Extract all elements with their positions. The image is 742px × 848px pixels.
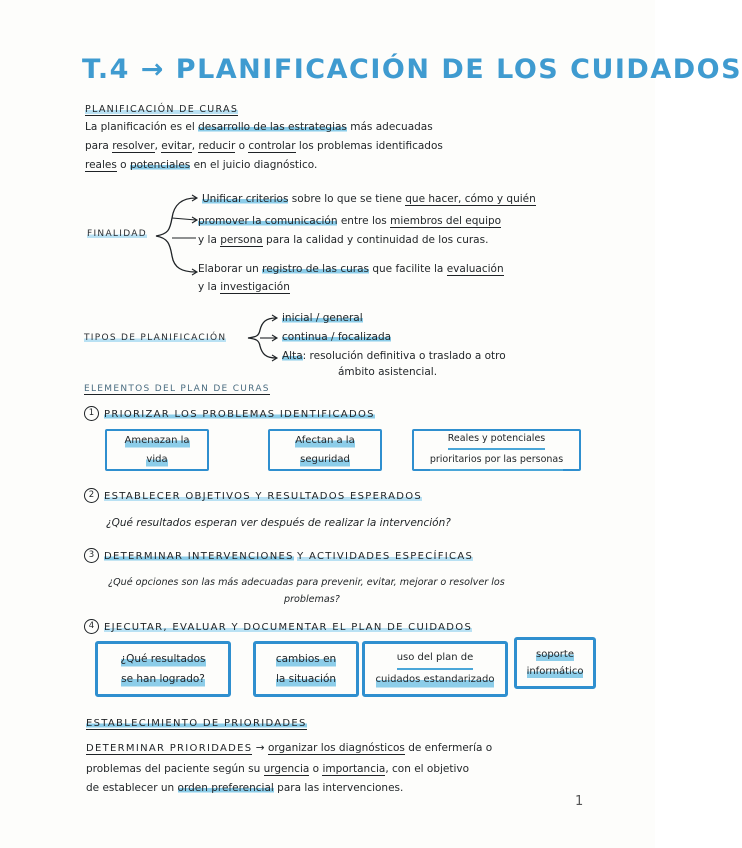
highlight-registro: registro de las curas	[262, 263, 369, 275]
box-line: soporte	[536, 646, 574, 663]
text-fragment: problemas del paciente según su	[86, 763, 261, 775]
number-circle: 3	[84, 548, 99, 563]
page-title: T.4 → PLANIFICACIÓN DE LOS CUIDADOS	[82, 54, 742, 85]
paragraph-line-2: para resolver, evitar, reducir o controlar los problemas identificados	[85, 140, 443, 152]
section-heading-prioridades: ESTABLECIMIENTO DE PRIORIDADES	[86, 718, 307, 729]
text-fragment: los problemas identificados	[298, 140, 443, 152]
highlight-alta: Alta	[282, 350, 303, 362]
highlight-inicial: inicial / general	[282, 312, 363, 324]
text-fragment: de establecer un	[86, 782, 175, 794]
box-line: cuidados estandarizado	[376, 670, 495, 690]
box-afectan	[268, 429, 382, 471]
highlight-desarrollo: desarrollo de las estrategias	[198, 121, 347, 133]
box-line: cambios en	[276, 649, 336, 669]
elemento-1	[84, 406, 375, 421]
text-fragment: sobre lo que se tiene	[291, 193, 402, 205]
tipos-label: TIPOS DE PLANIFICACIÓN	[84, 333, 227, 343]
prioridades-line-1	[86, 742, 492, 754]
box-line: Afectan a la	[295, 431, 354, 450]
finalidad-item-2	[198, 215, 501, 227]
arrow-icon: →	[255, 742, 265, 754]
highlight-orden: orden preferencial	[177, 782, 274, 794]
tipo-continua	[282, 331, 391, 343]
box-line: Amenazan la	[125, 431, 190, 450]
elemento-2	[84, 488, 422, 503]
finalidad-item-4	[198, 263, 504, 275]
text-fragment: y la	[198, 234, 217, 246]
text-fragment: o	[312, 763, 320, 775]
tipo-inicial	[282, 312, 363, 324]
underlined-importancia: importancia	[322, 763, 386, 775]
question-opciones-1: ¿Qué opciones son las más adecuadas para prevenir, evitar, mejorar o resolver los	[108, 577, 505, 588]
underlined-evitar: evitar	[161, 140, 192, 152]
text-fragment: , con el objetivo	[385, 763, 470, 775]
text-fragment: Elaborar un	[198, 263, 259, 275]
box-soporte	[514, 637, 596, 689]
text-fragment: de enfermería o	[408, 742, 493, 754]
underlined-persona: persona	[220, 234, 263, 246]
box-cambios	[253, 641, 359, 697]
underlined-miembros: miembros del equipo	[390, 215, 502, 227]
tipos-brace	[244, 312, 280, 364]
text-fragment: más adecuadas	[350, 121, 433, 133]
underlined-determinar: DETERMINAR PRIORIDADES	[86, 743, 253, 754]
number-circle: 2	[84, 488, 99, 503]
highlight-potenciales: potenciales	[129, 159, 191, 171]
tipo-alta-cont: ámbito asistencial.	[338, 366, 438, 378]
finalidad-brace	[152, 192, 200, 278]
prioridades-line-2	[86, 763, 469, 775]
text-fragment: que facilite la	[372, 263, 444, 275]
box-uso-plan	[362, 641, 508, 697]
paragraph-line-3	[85, 159, 317, 171]
highlight-unificar: Unificar criterios	[202, 193, 289, 205]
number-circle: 1	[84, 406, 99, 421]
box-resultados-logrados	[95, 641, 231, 697]
question-resultados: ¿Qué resultados esperan ver después de realizar la intervención?	[106, 517, 451, 529]
finalidad-label: FINALIDAD	[87, 229, 147, 239]
tipo-alta	[282, 350, 506, 362]
box-line: seguridad	[300, 450, 350, 469]
box-line: prioritarios por las personas	[430, 450, 563, 471]
box-line: Reales y potenciales	[448, 429, 546, 450]
box-amenazan	[105, 429, 209, 471]
underlined-reducir: reducir	[198, 140, 236, 152]
section-heading-elementos: ELEMENTOS DEL PLAN DE CURAS	[84, 384, 270, 394]
underlined-controlar: controlar	[248, 140, 296, 152]
paragraph-line-1	[85, 121, 433, 133]
text-fragment: para	[85, 140, 109, 152]
underlined-resolver: resolver	[112, 140, 155, 152]
box-line: informático	[527, 663, 584, 680]
underlined-evaluacion: evaluación	[446, 263, 504, 275]
text-fragment: o	[238, 140, 246, 152]
highlight-continua: continua / focalizada	[282, 331, 392, 343]
text-fragment: en el juicio diagnóstico.	[193, 159, 318, 171]
text-fragment: La planificación es el	[85, 121, 195, 133]
underlined-reales: reales	[85, 159, 117, 171]
text-fragment: para las intervenciones.	[277, 782, 404, 794]
text-fragment: entre los	[340, 215, 387, 227]
elemento-3-title-b: Y ACTIVIDADES ESPECÍFICAS	[297, 550, 474, 562]
elemento-4-title: EJECUTAR, EVALUAR Y DOCUMENTAR EL PLAN DE CUIDADOS	[104, 621, 473, 633]
prioridades-line-3	[86, 782, 403, 794]
box-line: se han logrado?	[121, 669, 205, 689]
number-circle: 4	[84, 619, 99, 634]
box-reales	[412, 429, 581, 471]
box-line: vida	[146, 450, 167, 469]
box-line: la situación	[276, 669, 336, 689]
elemento-3	[84, 548, 473, 563]
finalidad-item-5	[198, 281, 290, 293]
elemento-1-title: PRIORIZAR LOS PROBLEMAS IDENTIFICADOS	[104, 408, 375, 420]
elemento-2-title: ESTABLECER OBJETIVOS Y RESULTADOS ESPERADOS	[104, 490, 423, 502]
section-heading-planificacion: PLANIFICACIÓN DE CURAS	[85, 104, 239, 115]
text-fragment: o	[120, 159, 127, 171]
elemento-4	[84, 619, 472, 634]
page-number: 1	[575, 794, 584, 809]
underlined-que-hacer: que hacer, cómo y quién	[405, 193, 536, 205]
underlined-organizar: organizar los diagnósticos	[267, 742, 405, 754]
highlight-promover: promover la comunicación	[198, 215, 338, 227]
text-fragment: para la calidad y continuidad de los curas.	[266, 234, 489, 246]
text-fragment: : resolución definitiva o traslado a otro	[302, 350, 506, 362]
question-opciones-2: problemas?	[284, 594, 340, 605]
box-line: uso del plan de	[397, 648, 474, 670]
box-line: ¿Qué resultados	[121, 649, 206, 669]
underlined-urgencia: urgencia	[263, 763, 310, 775]
finalidad-item-3	[198, 234, 488, 246]
elemento-3-title-a: DETERMINAR INTERVENCIONES	[104, 550, 294, 562]
underlined-investigacion: investigación	[220, 281, 290, 293]
text-fragment: y la	[198, 281, 217, 293]
finalidad-item-1	[202, 193, 536, 205]
